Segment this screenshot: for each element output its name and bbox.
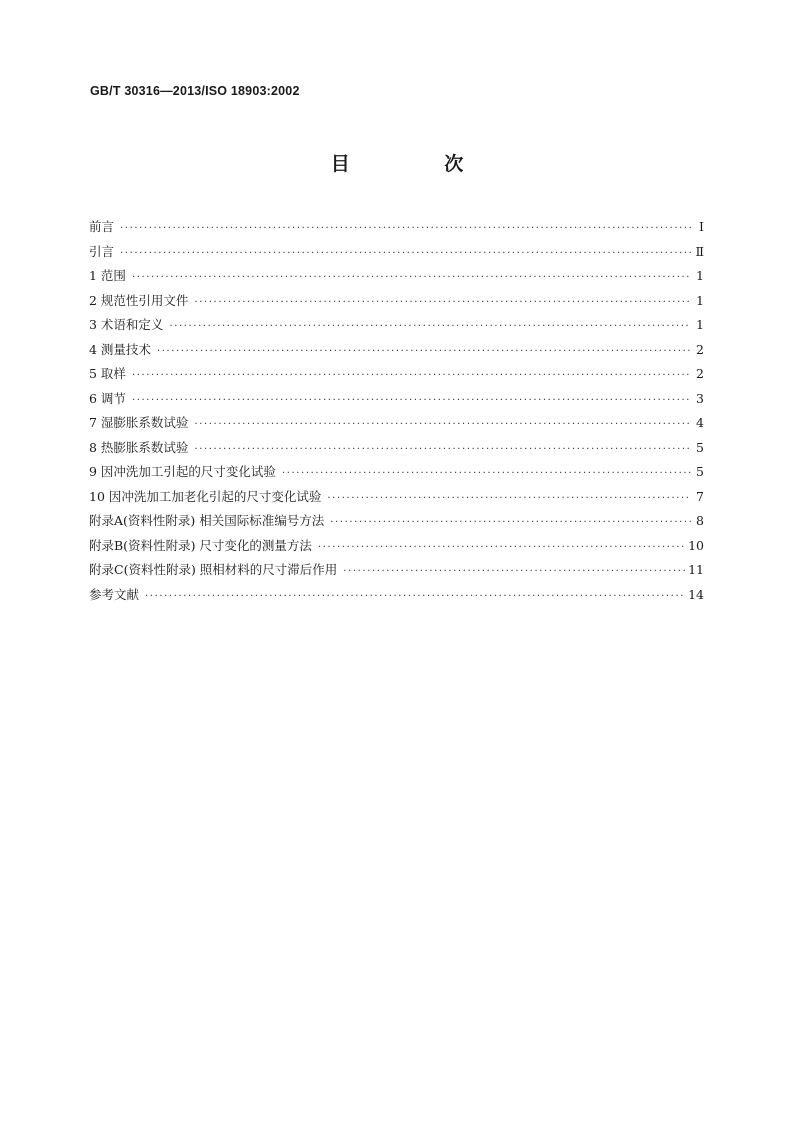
toc-entry-label: 1 范围	[89, 268, 126, 283]
toc-entry-page: 14	[688, 586, 704, 602]
toc-dot-leader	[194, 438, 691, 463]
toc-entry-page: 1	[696, 268, 704, 283]
toc-dot-leader	[120, 242, 691, 267]
toc-entry-page: 10	[688, 537, 704, 553]
toc-entry-foreword[interactable]	[89, 215, 704, 240]
toc-entry-introduction[interactable]	[89, 240, 704, 265]
toc-dot-leader	[132, 389, 691, 414]
toc-dot-leader	[343, 560, 685, 585]
toc-entry-label: 前言	[89, 219, 115, 234]
toc-entry-2[interactable]	[89, 289, 704, 314]
toc-entry-label: 附录C(资料性附录) 照相材料的尺寸滞后作用	[89, 562, 338, 577]
toc-entry-page: 1	[696, 292, 704, 308]
toc-dot-leader	[194, 413, 691, 438]
toc-entry-label: 8 热膨胀系数试验	[89, 439, 189, 455]
toc-entry-page: 2	[696, 366, 704, 381]
toc-dot-leader	[120, 217, 691, 242]
toc-dot-leader	[330, 511, 691, 536]
toc-entry-label: 7 湿膨胀系数试验	[89, 415, 189, 430]
toc-entry-page: 8	[696, 513, 704, 528]
toc-entry-page: Ⅰ	[699, 219, 704, 234]
toc-entry-page: 4	[696, 415, 704, 430]
toc-entry-label: 6 调节	[89, 390, 126, 406]
toc-entry-label: 4 测量技术	[89, 341, 151, 357]
toc-entry-label: 2 规范性引用文件	[89, 292, 189, 308]
toc-dot-leader	[318, 536, 685, 561]
page-title: 目 次	[330, 153, 508, 175]
toc-entry-page: 3	[696, 390, 704, 406]
toc-entry-page: 5	[696, 464, 704, 479]
toc-entry-label: 引言	[89, 243, 115, 259]
toc-entry-annex-a[interactable]	[89, 509, 704, 534]
toc-entry-9[interactable]	[89, 460, 704, 485]
toc-entry-label: 9 因冲洗加工引起的尺寸变化试验	[89, 464, 276, 479]
toc-entry-10[interactable]	[89, 485, 704, 510]
toc-entry-annex-b[interactable]	[89, 534, 704, 559]
toc-dot-leader	[194, 291, 691, 316]
toc-entry-7[interactable]	[89, 411, 704, 436]
toc-entry-page: 5	[696, 439, 704, 455]
toc-entry-label: 5 取样	[89, 366, 126, 381]
toc-entry-label: 附录A(资料性附录) 相关国际标准编号方法	[89, 513, 325, 528]
toc-entry-3[interactable]	[89, 313, 704, 338]
toc-entry-label: 附录B(资料性附录) 尺寸变化的测量方法	[89, 537, 312, 553]
toc-entry-annex-c[interactable]	[89, 558, 704, 583]
toc-dot-leader	[132, 364, 691, 389]
toc-entry-5[interactable]	[89, 362, 704, 387]
standard-code: GB/T 30316—2013/ISO 18903:2002	[90, 84, 300, 98]
toc-entry-label: 10 因冲洗加工加老化引起的尺寸变化试验	[89, 488, 322, 504]
toc-entry-8[interactable]	[89, 436, 704, 461]
toc-dot-leader	[327, 487, 691, 512]
toc-entry-label: 3 术语和定义	[89, 317, 164, 332]
table-of-contents	[89, 215, 704, 607]
toc-entry-page: 11	[688, 562, 704, 577]
toc-dot-leader	[145, 585, 685, 610]
toc-entry-page: 2	[696, 341, 704, 357]
toc-entry-page: 7	[696, 488, 704, 504]
toc-entry-page: 1	[696, 317, 704, 332]
toc-dot-leader	[282, 462, 691, 487]
toc-entry-bibliography[interactable]	[89, 583, 704, 608]
toc-entry-4[interactable]	[89, 338, 704, 363]
toc-dot-leader	[157, 340, 691, 365]
toc-entry-label: 参考文献	[89, 586, 140, 602]
toc-entry-6[interactable]	[89, 387, 704, 412]
toc-dot-leader	[169, 315, 691, 340]
toc-entry-1[interactable]	[89, 264, 704, 289]
toc-entry-page: Ⅱ	[695, 243, 704, 259]
toc-dot-leader	[132, 266, 691, 291]
